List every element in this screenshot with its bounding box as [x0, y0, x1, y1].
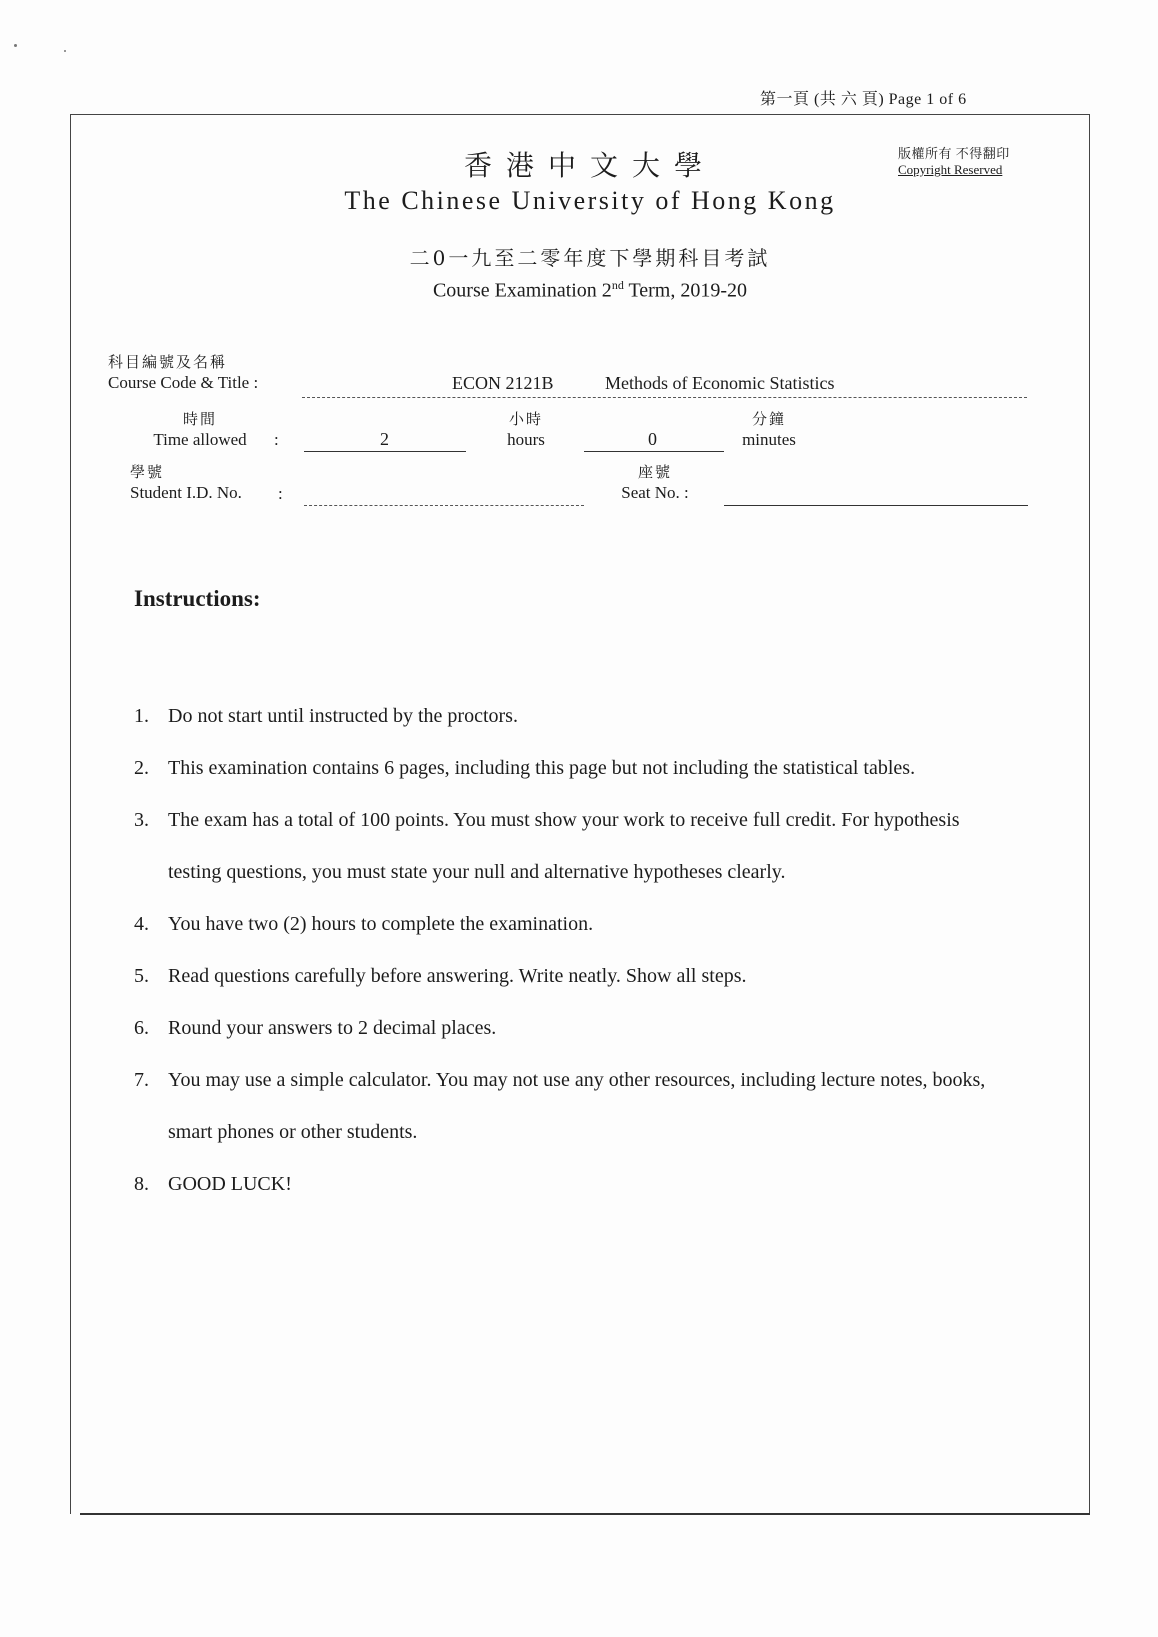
item-text: This examination contains 6 pages, including this page but not including the statistical tables. — [168, 757, 916, 779]
time-colon: : — [274, 430, 279, 449]
item-number: 8. — [134, 1173, 149, 1195]
seat-label-zh: 座號 — [637, 463, 672, 481]
list-item — [134, 742, 1014, 794]
hours-unit-zh: 小時 — [508, 410, 543, 428]
minutes-value: 0 — [648, 429, 657, 449]
time-label — [150, 409, 250, 451]
copyright-en: Copyright Reserved — [898, 162, 1003, 177]
minutes-unit-en: minutes — [742, 430, 796, 449]
exam-title-prefix: Course Examination 2 — [432, 279, 612, 302]
seat-label — [610, 462, 700, 504]
item-number: 6. — [134, 1017, 149, 1039]
copyright-zh: 版權所有 不得翻印 — [898, 146, 1010, 161]
seat-label-en: Seat No. : — [621, 483, 689, 502]
exam-title-suffix: Term, 2019-20 — [623, 279, 748, 302]
item-number: 1. — [134, 705, 149, 727]
item-text: Read questions carefully before answering. Write neatly. Show all steps. — [168, 965, 747, 987]
minutes-underline — [584, 451, 724, 452]
item-text: GOOD LUCK! — [168, 1173, 292, 1195]
instructions-list — [134, 690, 1014, 1210]
course-label-zh: 科目編號及名稱 — [108, 353, 228, 371]
copyright-notice — [898, 146, 1010, 178]
list-item — [134, 1158, 1014, 1210]
exam-title-ordinal: nd — [611, 278, 624, 292]
student-id-label-zh: 學號 — [130, 463, 165, 481]
list-item — [134, 794, 1014, 898]
list-item — [134, 690, 1014, 742]
item-number: 2. — [134, 757, 149, 779]
time-label-en: Time allowed — [153, 430, 247, 449]
hours-unit — [496, 409, 556, 451]
item-number: 3. — [134, 809, 149, 831]
student-id-field[interactable] — [304, 505, 584, 506]
item-text: Round your answers to 2 decimal places. — [168, 1017, 497, 1039]
instructions-heading: Instructions: — [134, 586, 261, 611]
minutes-unit — [734, 409, 804, 451]
scan-speck — [64, 50, 66, 52]
item-number: 5. — [134, 965, 149, 987]
hours-underline — [304, 451, 466, 452]
course-underline — [302, 397, 1027, 398]
seat-number-field[interactable] — [724, 505, 1028, 506]
university-name-zh: 香港中文大學 — [463, 149, 716, 182]
hours-value: 2 — [380, 429, 389, 449]
exam-title-zh: 二0一九至二零年度下學期科目考試 — [409, 246, 771, 270]
university-name-en: The Chinese University of Hong Kong — [344, 186, 836, 215]
student-id-label-en: Student I.D. No. — [130, 483, 242, 502]
frame-bottom-rule — [80, 1513, 1090, 1515]
item-number: 7. — [134, 1069, 149, 1091]
course-label — [108, 352, 258, 394]
hours-unit-en: hours — [507, 430, 545, 449]
list-item — [134, 898, 1014, 950]
list-item — [134, 950, 1014, 1002]
scan-speck — [14, 44, 17, 47]
student-id-label — [130, 462, 242, 504]
item-number: 4. — [134, 913, 149, 935]
student-id-colon: : — [278, 484, 283, 503]
minutes-unit-zh: 分鐘 — [751, 410, 786, 428]
list-item — [134, 1054, 1014, 1158]
course-code: ECON 2121B — [452, 373, 554, 393]
item-text: You have two (2) hours to complete the examination. — [168, 913, 594, 935]
list-item — [134, 1002, 1014, 1054]
course-title: Methods of Economic Statistics — [605, 373, 835, 393]
item-text: You may use a simple calculator. You may not use any other resources, including lecture notes, books, smart phones or other students. — [168, 1069, 986, 1143]
course-label-en: Course Code & Title : — [108, 373, 259, 392]
item-text: Do not start until instructed by the proctors. — [168, 705, 518, 727]
item-text: The exam has a total of 100 points. You must show your work to receive full credit. For hypothesis testing questions, you must state your null and alternative hypotheses clearly. — [168, 809, 960, 883]
time-label-zh: 時間 — [182, 410, 217, 428]
page-number-header: 第一頁 (共 六 頁) Page 1 of 6 — [760, 91, 967, 108]
exam-title-en — [300, 278, 880, 303]
